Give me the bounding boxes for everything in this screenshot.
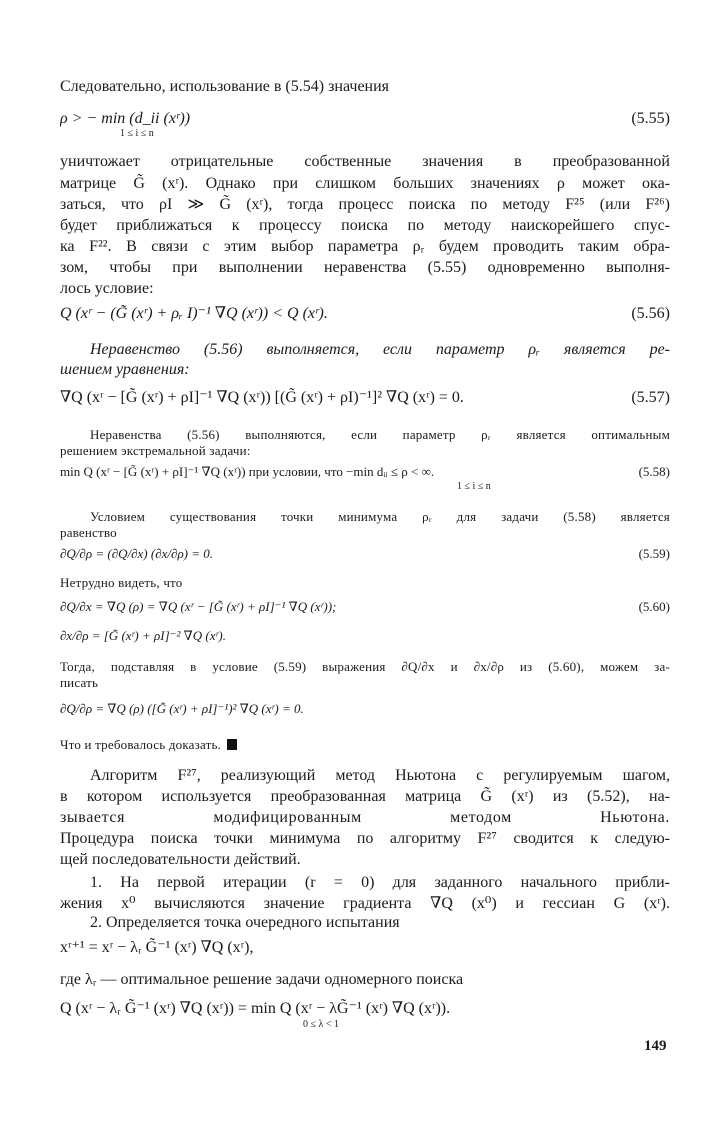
text-line: в котором используется преобразованная матрица G̃ (xʳ) из (5.52), на- bbox=[60, 788, 670, 805]
qed-square-icon bbox=[227, 739, 237, 750]
equation-5-59: ∂Q/∂ρ = (∂Q/∂x) (∂x/∂ρ) = 0. (5.59) bbox=[60, 546, 670, 561]
equation-5-58: min Q (xʳ − [G̃ (xʳ) + ρI]⁻¹ ∇Q (xʳ)) при условии, что −min dᵢᵢ ≤ ρ < ∞. (5.58) bbox=[60, 464, 670, 479]
text-line: Алгоритм F²⁷, реализующий метод Ньютона с регулируемым шагом, bbox=[90, 767, 670, 784]
equation-line-search: Q (xʳ − λᵣ G̃⁻¹ (xʳ) ∇Q (xʳ)) = min Q (xʳ − λG̃⁻¹ (xʳ) ∇Q (xʳ)). bbox=[60, 1000, 451, 1017]
proof-line: решением экстремальной задачи: bbox=[60, 443, 251, 458]
text-line: щей последовательности действий. bbox=[60, 851, 301, 868]
text-line: будет приближаться к процессу поиска по методу наискорейшего спус- bbox=[60, 217, 670, 234]
equation-subscript: 0 ≤ λ < 1 bbox=[303, 1019, 339, 1030]
equation-subscript: 1 ≤ i ≤ n bbox=[120, 128, 154, 139]
proof-line: Тогда, подставляя в условие (5.59) выражения ∂Q/∂x и ∂x/∂ρ из (5.60), можем за- bbox=[60, 659, 670, 674]
equation-number: (5.56) bbox=[631, 305, 670, 322]
text-line: лось условие: bbox=[60, 280, 154, 297]
equation-5-57: ∇Q (xʳ − [G̃ (xʳ) + ρI]⁻¹ ∇Q (xʳ)) [(G̃ (xʳ) + ρI)⁻¹]² ∇Q (xʳ) = 0. (5.57) bbox=[60, 387, 670, 409]
proof-line: Условием существования точки минимума ρᵣ для задачи (5.58) является bbox=[90, 509, 670, 524]
step-line: жения x⁰ вычисляются значение градиента ∇Q (x⁰) и гессиан G (xʳ). bbox=[60, 895, 670, 912]
proof-line: равенство bbox=[60, 525, 117, 540]
proof-line: писать bbox=[60, 675, 99, 690]
proof-end-line: Что и требовалось доказать. bbox=[60, 737, 670, 753]
text-line: где λᵣ — оптимальное решение задачи одномерного поиска bbox=[60, 971, 464, 988]
proof-line: Неравенства (5.56) выполняются, если параметр ρᵣ является оптимальным bbox=[90, 427, 670, 442]
equation-subscript: 1 ≤ i ≤ n bbox=[457, 481, 491, 492]
text-line: Следовательно, использование в (5.54) значения bbox=[60, 78, 390, 95]
equation-5-60b: ∂x/∂ρ = [G̃ (xʳ) + ρI]⁻² ∇Q (xʳ). bbox=[60, 628, 226, 643]
equation-number: (5.59) bbox=[638, 546, 670, 561]
text-line: ка F²². В связи с этим выбор параметра ρᵣ будем проводить таким обра- bbox=[60, 238, 670, 255]
text-line: зывается модифицированным методом Ньютона. bbox=[60, 809, 670, 826]
theorem-line: шением уравнения: bbox=[60, 361, 190, 378]
text-line: заться, что ρI ≫ G̃ (xʳ), тогда процесс поиска по методу F²⁵ (или F²⁶) bbox=[60, 196, 670, 213]
step-line: 2. Определяется точка очередного испытания bbox=[90, 914, 400, 931]
theorem-line: Неравенство (5.56) выполняется, если параметр ρᵣ является ре- bbox=[90, 341, 670, 358]
equation-number: (5.55) bbox=[631, 110, 670, 127]
equation-unnumbered: ∂Q/∂ρ = ∇Q (ρ) ([G̃ (xʳ) + ρI]⁻¹)² ∇Q (xʳ) = 0. bbox=[60, 701, 304, 716]
text-line: уничтожает отрицательные собственные значения в преобразованной bbox=[60, 153, 670, 170]
equation-5-56: Q (xʳ − (G̃ (xʳ) + ρᵣ I)⁻¹ ∇Q (xʳ)) < Q (xʳ). (5.56) bbox=[60, 303, 670, 325]
text-line: зом, чтобы при выполнении неравенства (5.55) одновременно выполня- bbox=[60, 259, 670, 276]
equation-5-60a: ∂Q/∂x = ∇Q (ρ) = ∇Q (xʳ − [G̃ (xʳ) + ρI]⁻¹ ∇Q (xʳ)); (5.60) bbox=[60, 599, 670, 614]
equation-5-55: ρ > − min (d_ii (xʳ)) (5.55) bbox=[60, 108, 670, 130]
page-number: 149 bbox=[644, 1038, 667, 1054]
equation-number: (5.60) bbox=[638, 599, 670, 614]
equation-number: (5.57) bbox=[631, 389, 670, 406]
proof-line: Нетрудно видеть, что bbox=[60, 575, 183, 590]
text-line: матрице G̃ (xʳ). Однако при слишком больших значениях ρ может ока- bbox=[60, 175, 670, 192]
equation-iteration: xʳ⁺¹ = xʳ − λᵣ G̃⁻¹ (xʳ) ∇Q (xʳ), bbox=[60, 939, 254, 956]
equation-number: (5.58) bbox=[638, 464, 670, 479]
text-line: Процедура поиска точки минимума по алгоритму F²⁷ сводится к следую- bbox=[60, 830, 670, 847]
step-line: 1. На первой итерации (r = 0) для заданного начального прибли- bbox=[90, 874, 670, 891]
